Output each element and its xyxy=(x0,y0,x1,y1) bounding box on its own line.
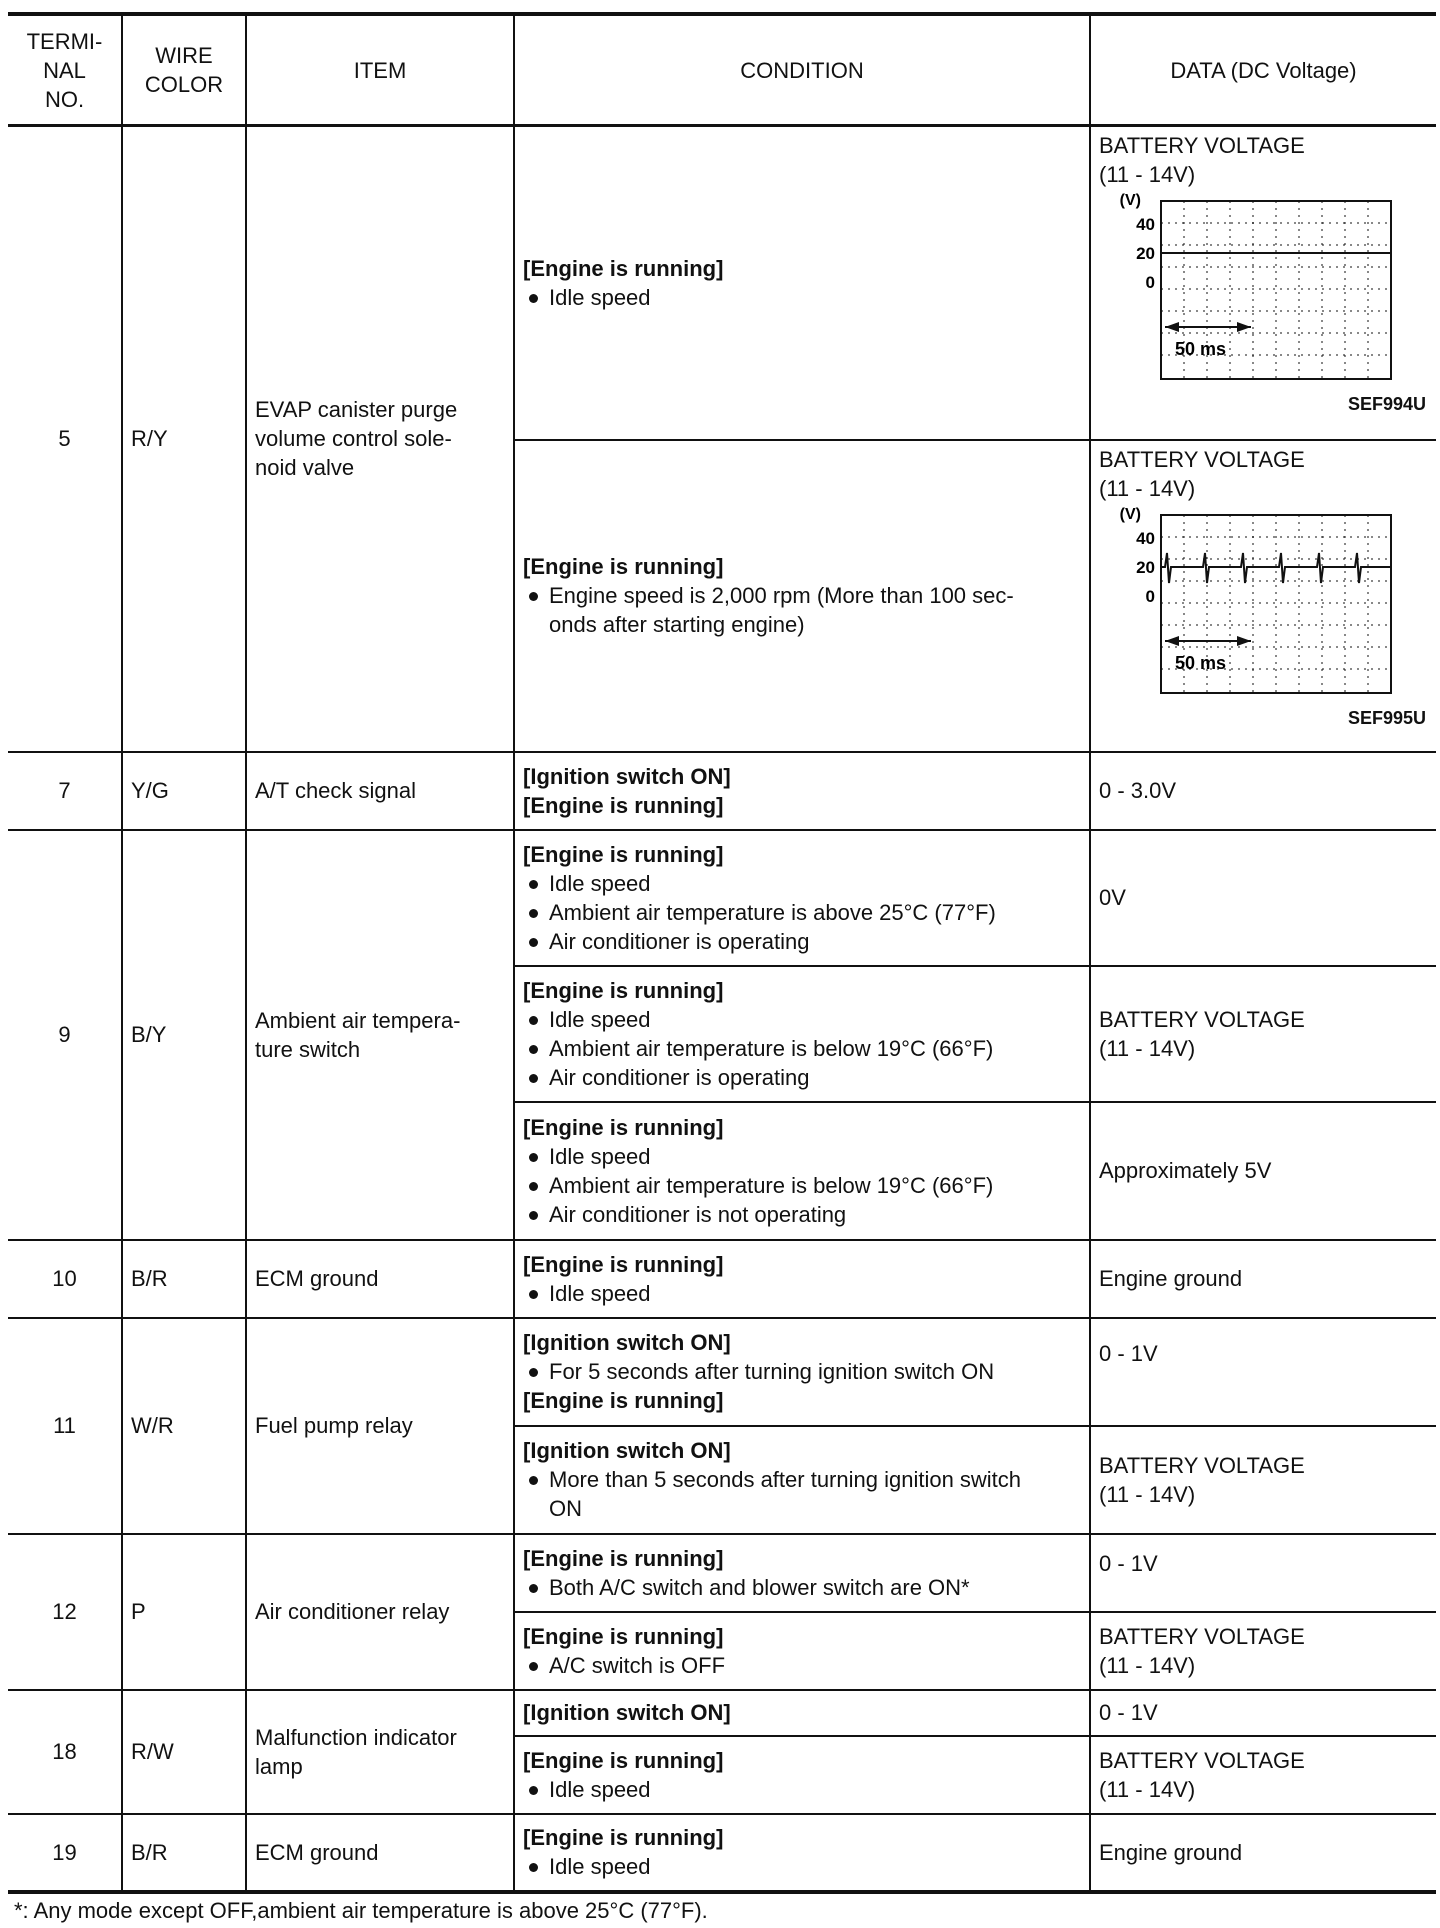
table-header-row xyxy=(8,14,1436,126)
condition-bullet: A/C switch is OFF xyxy=(523,1651,1081,1680)
data-value: BATTERY VOLTAGE xyxy=(1099,133,1305,158)
wire-color: Y/G xyxy=(122,752,246,830)
row-group-terminal-19 xyxy=(8,1814,1436,1892)
terminal-number: 11 xyxy=(8,1318,122,1534)
item-name: EVAP canister purge volume control sole- noid valve xyxy=(246,126,514,752)
condition-bullet: Idle speed xyxy=(523,1279,1081,1308)
wave-tick-40: 40 xyxy=(1136,215,1155,234)
condition-bullet: Both A/C switch and blower switch are ON* xyxy=(523,1573,1081,1602)
condition-cell xyxy=(514,1534,1090,1612)
wire-color: R/W xyxy=(122,1690,246,1814)
header-item: ITEM xyxy=(246,14,514,126)
wire-color: B/R xyxy=(122,1240,246,1318)
terminal-number: 18 xyxy=(8,1690,122,1814)
condition-heading: [Engine is running] xyxy=(523,977,724,1003)
condition-bullet: Idle speed xyxy=(523,869,1081,898)
condition-bullet: More than 5 seconds after turning ignition switch ON xyxy=(523,1465,1081,1523)
terminal-number: 9 xyxy=(8,830,122,1240)
wave-tick-20: 20 xyxy=(1136,244,1155,263)
terminal-number: 5 xyxy=(8,126,122,752)
condition-heading: [Engine is running] xyxy=(523,792,724,818)
condition-heading: [Engine is running] xyxy=(523,841,724,867)
condition-cell xyxy=(514,1736,1090,1814)
data-cell xyxy=(1090,1736,1436,1814)
data-value: Engine ground xyxy=(1090,1240,1436,1318)
wave-tick-40: 40 xyxy=(1136,528,1155,548)
condition-heading: [Ignition switch ON] xyxy=(523,1438,731,1463)
table-row xyxy=(8,830,1436,966)
condition-heading: [Ignition switch ON] xyxy=(523,1330,731,1355)
oscilloscope-waveform-2000rpm xyxy=(1099,503,1428,729)
condition-cell xyxy=(514,1318,1090,1426)
row-group-terminal-10 xyxy=(8,1240,1436,1318)
wire-color: B/R xyxy=(122,1814,246,1892)
condition-cell xyxy=(514,126,1090,440)
terminal-number: 19 xyxy=(8,1814,122,1892)
condition-heading: [Ignition switch ON] xyxy=(523,763,731,789)
footnote: *: Any mode except OFF,ambient air temperature is above 25°C (77°F). xyxy=(14,1898,708,1923)
condition-heading: [Engine is running] xyxy=(523,1388,724,1413)
condition-cell xyxy=(514,752,1090,830)
data-cell xyxy=(1090,1426,1436,1534)
condition-cell xyxy=(514,966,1090,1102)
data-value: BATTERY VOLTAGE xyxy=(1099,1623,1305,1649)
wave-time-scale: 50 ms xyxy=(1175,652,1227,673)
condition-cell xyxy=(514,830,1090,966)
item-name: ECM ground xyxy=(246,1814,514,1892)
figure-id: SEF994U xyxy=(1347,394,1426,414)
wave-unit-label: (V) xyxy=(1119,192,1141,209)
item-name: ECM ground xyxy=(246,1240,514,1318)
wire-color: W/R xyxy=(122,1318,246,1534)
table-row xyxy=(8,1690,1436,1736)
data-value: 0 - 1V xyxy=(1090,1690,1436,1736)
terminal-number: 12 xyxy=(8,1534,122,1690)
condition-heading: [Engine is running] xyxy=(523,1623,724,1649)
data-value: 0 - 1V xyxy=(1090,1534,1436,1612)
wave-tick-20: 20 xyxy=(1136,557,1155,577)
condition-bullet: Air conditioner is operating xyxy=(523,927,1081,956)
data-cell xyxy=(1090,126,1436,440)
table-row xyxy=(8,1814,1436,1892)
row-group-terminal-7 xyxy=(8,752,1436,830)
figure-id: SEF995U xyxy=(1347,707,1426,728)
wave-unit-label: (V) xyxy=(1119,505,1141,523)
wire-color: B/Y xyxy=(122,830,246,1240)
condition-heading: [Engine is running] xyxy=(523,1747,724,1773)
condition-heading: [Engine is running] xyxy=(523,1251,724,1277)
data-cell xyxy=(1090,440,1436,752)
condition-cell xyxy=(514,1102,1090,1240)
condition-bullet: Engine speed is 2,000 rpm (More than 100 sec- onds after starting engine) xyxy=(523,581,1081,639)
data-cell xyxy=(1090,966,1436,1102)
condition-bullet: Idle speed xyxy=(523,283,1081,312)
condition-bullet: Ambient air temperature is below 19°C (66°F) xyxy=(523,1034,1081,1063)
data-value: Engine ground xyxy=(1090,1814,1436,1892)
condition-heading: [Engine is running] xyxy=(523,1114,724,1140)
table-row xyxy=(8,1318,1436,1426)
condition-bullet: Ambient air temperature is below 19°C (66°F) xyxy=(523,1171,1081,1200)
wire-color: P xyxy=(122,1534,246,1690)
condition-cell xyxy=(514,1814,1090,1892)
table-row xyxy=(8,752,1436,830)
row-group-terminal-12 xyxy=(8,1534,1436,1690)
data-value-range: (11 - 14V) xyxy=(1099,1776,1196,1802)
header-data: DATA (DC Voltage) xyxy=(1090,14,1436,126)
wave-tick-0: 0 xyxy=(1145,586,1155,606)
row-group-terminal-11 xyxy=(8,1318,1436,1534)
terminal-number: 7 xyxy=(8,752,122,830)
condition-cell xyxy=(514,1240,1090,1318)
data-value: 0 - 1V xyxy=(1090,1318,1436,1426)
condition-bullet: Air conditioner is operating xyxy=(523,1063,1081,1092)
data-value-range: (11 - 14V) xyxy=(1099,1035,1196,1061)
data-value-range: (11 - 14V) xyxy=(1099,162,1196,187)
data-value-range: (11 - 14V) xyxy=(1099,475,1196,501)
item-name: A/T check signal xyxy=(246,752,514,830)
condition-bullet: Idle speed xyxy=(523,1142,1081,1171)
item-name: Air conditioner relay xyxy=(246,1534,514,1690)
table-row xyxy=(8,1240,1436,1318)
condition-bullet: For 5 seconds after turning ignition switch ON xyxy=(523,1357,1081,1386)
data-value: 0 - 3.0V xyxy=(1090,752,1436,830)
row-group-terminal-9 xyxy=(8,830,1436,1240)
item-name: Fuel pump relay xyxy=(246,1318,514,1534)
data-value-range: (11 - 14V) xyxy=(1099,1652,1196,1678)
header-wire-color: WIRE COLOR xyxy=(122,14,246,126)
table-row xyxy=(8,126,1436,440)
table-row xyxy=(8,1534,1436,1612)
data-value: BATTERY VOLTAGE xyxy=(1099,1747,1305,1773)
item-name: Malfunction indicator lamp xyxy=(246,1690,514,1814)
condition-bullet: Idle speed xyxy=(523,1775,1081,1804)
item-name: Ambient air tempera- ture switch xyxy=(246,830,514,1240)
condition-heading: [Engine is running] xyxy=(523,1545,724,1571)
condition-heading: [Ignition switch ON] xyxy=(523,1700,731,1725)
condition-bullet: Idle speed xyxy=(523,1852,1081,1881)
condition-bullet: Ambient air temperature is above 25°C (77°F) xyxy=(523,898,1081,927)
condition-bullet: Idle speed xyxy=(523,1005,1081,1034)
row-group-terminal-5 xyxy=(8,126,1436,752)
data-value: BATTERY VOLTAGE xyxy=(1099,1006,1305,1032)
data-value: BATTERY VOLTAGE xyxy=(1099,446,1305,472)
condition-cell xyxy=(514,1690,1090,1736)
wire-color: R/Y xyxy=(122,126,246,752)
header-condition: CONDITION xyxy=(514,14,1090,126)
row-group-terminal-18 xyxy=(8,1690,1436,1814)
data-value: Approximately 5V xyxy=(1090,1102,1436,1240)
condition-bullet: Air conditioner is not operating xyxy=(523,1200,1081,1229)
condition-heading: [Engine is running] xyxy=(523,554,724,579)
ecm-terminal-table xyxy=(8,12,1436,1894)
wave-tick-0: 0 xyxy=(1145,273,1155,292)
terminal-number: 10 xyxy=(8,1240,122,1318)
condition-cell xyxy=(514,440,1090,752)
data-value: 0V xyxy=(1090,830,1436,966)
condition-heading: [Engine is running] xyxy=(523,1825,724,1850)
condition-cell xyxy=(514,1426,1090,1534)
condition-heading: [Engine is running] xyxy=(523,255,724,281)
data-value-range: (11 - 14V) xyxy=(1099,1481,1196,1507)
data-cell xyxy=(1090,1612,1436,1690)
wave-time-scale: 50 ms xyxy=(1175,339,1227,359)
data-value: BATTERY VOLTAGE xyxy=(1099,1452,1305,1478)
header-terminal: TERMI- NAL NO. xyxy=(8,14,122,126)
oscilloscope-waveform-idle xyxy=(1099,189,1428,415)
condition-cell xyxy=(514,1612,1090,1690)
